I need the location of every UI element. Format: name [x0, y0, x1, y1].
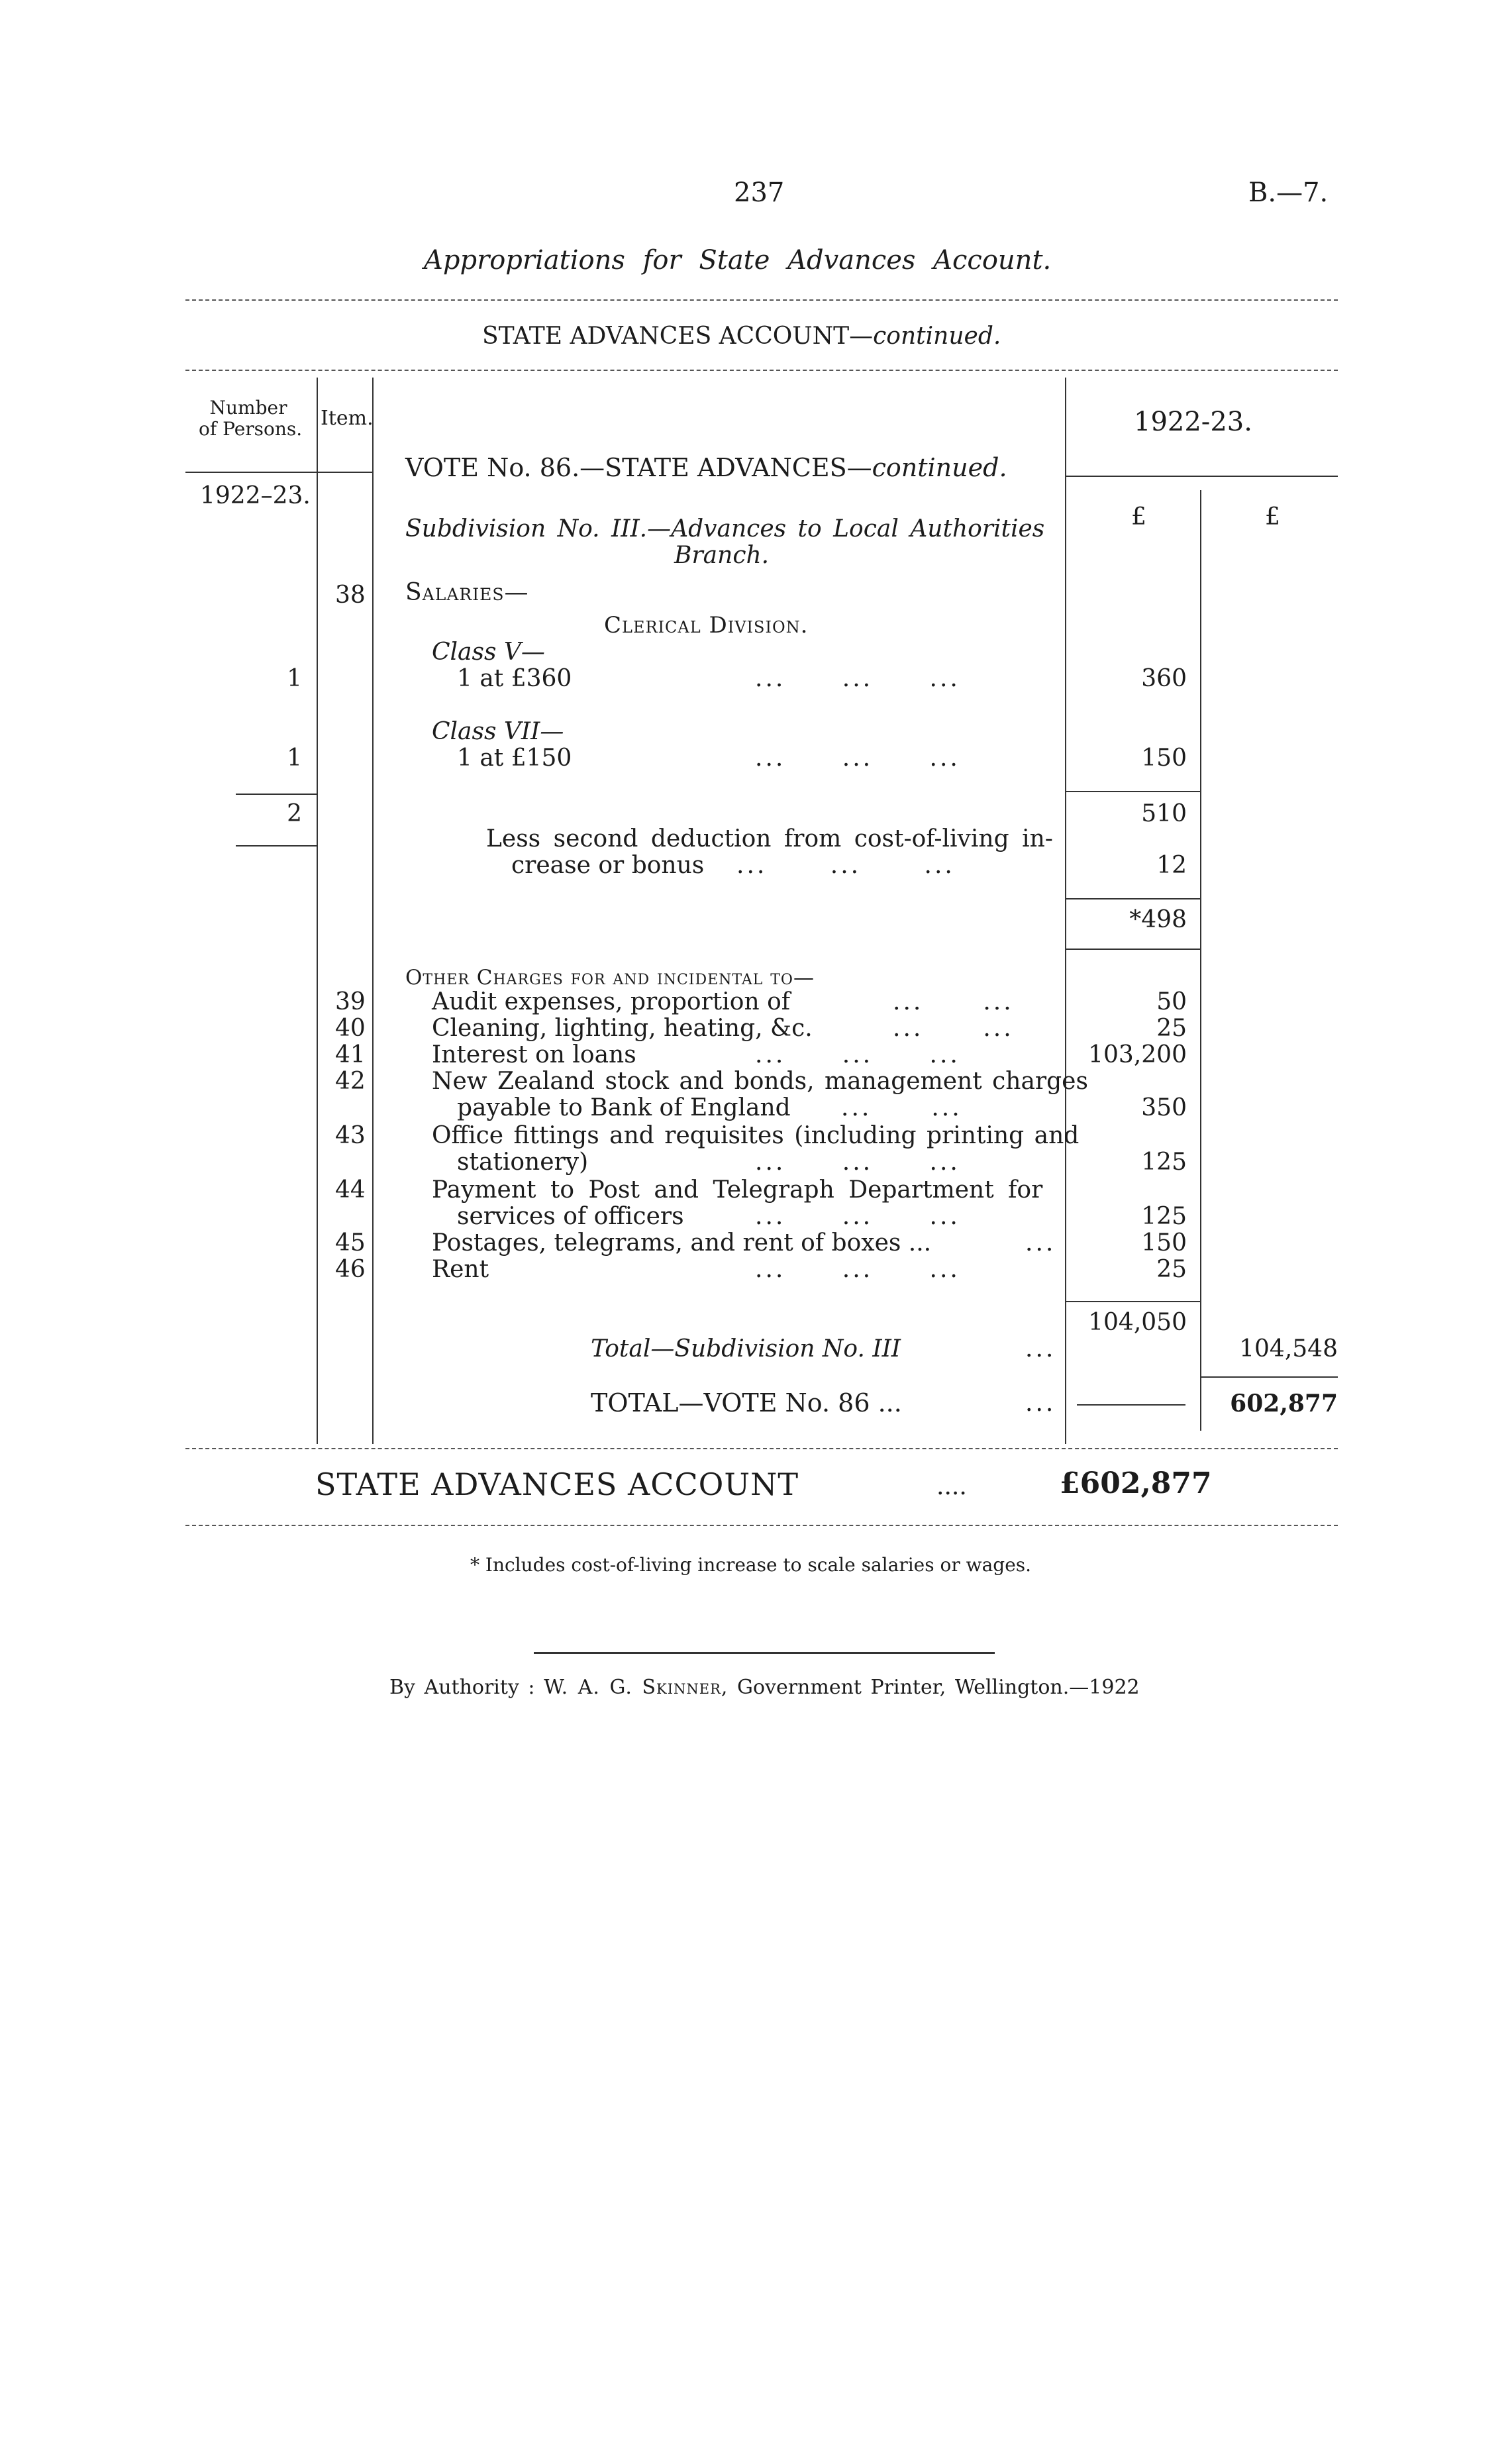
amount-column-mid-rule [1200, 490, 1201, 1431]
salaries-sum-rule [1065, 791, 1200, 792]
leader-dots: ... [1025, 1390, 1056, 1417]
class-v-amount: 360 [1141, 665, 1187, 692]
less-deduction-leader-dots: ... ... ... [736, 852, 955, 879]
other-charge-description-cont: payable to Bank of England [457, 1094, 791, 1121]
other-charge-description: Payment to Post and Telegraph Department for [432, 1176, 1043, 1204]
section-title: STATE ADVANCES ACCOUNT—continued. [482, 323, 1001, 350]
other-charge-item-number: 42 [335, 1068, 366, 1095]
other-charge-description-cont: stationery) [457, 1149, 589, 1176]
persons-column-header: Number of Persons. [199, 397, 303, 440]
other-charge-amount: 125 [1141, 1203, 1187, 1230]
header-underline-left [185, 472, 372, 473]
class-vii-persons: 1 [287, 744, 302, 772]
clerical-division-heading: Clerical Division. [604, 612, 809, 639]
imprint-rule [534, 1652, 995, 1654]
net-salaries-amount: *498 [1129, 906, 1187, 933]
persons-sum-rule [236, 794, 317, 795]
other-charges-sum-rule [1065, 1301, 1200, 1302]
subdivision-total-label: Total—Subdivision No. III [591, 1335, 901, 1362]
subdivision-total-rule [1200, 1376, 1338, 1378]
item-column-header: Item. [321, 407, 374, 430]
amount-column-left-rule [1065, 378, 1066, 1444]
leader-dots: ... ... ... [755, 1256, 960, 1283]
other-charge-description-cont: services of officers [457, 1203, 684, 1230]
other-charge-amount: 125 [1141, 1149, 1187, 1176]
other-charge-description: New Zealand stock and bonds, management charges [432, 1068, 1088, 1095]
header-rule [185, 299, 1338, 301]
table-bottom-rule [185, 1448, 1338, 1449]
leader-dots: ... ... [893, 988, 1014, 1015]
salaries-total-persons: 2 [287, 800, 302, 827]
other-charges-subtotal: 104,050 [1088, 1309, 1187, 1336]
other-charge-amount: 25 [1156, 1015, 1187, 1042]
other-charge-item-number: 46 [335, 1256, 366, 1283]
other-charge-item-number: 39 [335, 988, 366, 1015]
class-v-label: Class V— [432, 639, 545, 666]
persons-lower-rule [236, 845, 317, 847]
vote-total-amount: 602,877 [1230, 1390, 1338, 1417]
vote-total-label: TOTAL—VOTE No. 86 ... [591, 1388, 902, 1417]
header-underline-right [1065, 476, 1338, 477]
pound-sign-col2: £ [1265, 503, 1280, 531]
other-charge-amount: 103,200 [1088, 1041, 1187, 1068]
vote-heading: VOTE No. 86.—STATE ADVANCES—continued. [405, 453, 1007, 482]
persons-year-label: 1922–23. [200, 482, 311, 509]
other-charge-description: Postages, telegrams, and rent of boxes ... [432, 1229, 932, 1257]
other-charge-item-number: 43 [335, 1122, 366, 1149]
item-column-left-rule [317, 378, 318, 1444]
subdivision-total-amount: 104,548 [1239, 1335, 1338, 1362]
document-reference: B.—7. [1248, 178, 1329, 208]
leader-dots: ... [1025, 1229, 1056, 1257]
class-vii-amount: 150 [1141, 744, 1187, 772]
year-column-header: 1922-23. [1134, 407, 1252, 437]
other-charge-description: Cleaning, lighting, heating, &c. [432, 1015, 813, 1042]
salaries-item-number: 38 [335, 582, 366, 609]
less-deduction-amount: 12 [1156, 852, 1187, 879]
leader-dots: ... [1025, 1335, 1056, 1362]
leader-dots: ... ... ... [755, 1041, 960, 1068]
imprint: By Authority : W. A. G. Skinner, Government Printer, Wellington.—1922 [389, 1676, 1140, 1699]
other-charge-item-number: 41 [335, 1041, 366, 1068]
other-charge-amount: 50 [1156, 988, 1187, 1015]
pound-sign-col1: £ [1131, 503, 1146, 531]
leader-dots: ... ... [893, 1015, 1014, 1042]
other-charges-heading: Other Charges for and incidental to— [405, 966, 815, 990]
subdivision-heading-line1: Subdivision No. III.—Advances to Local Authorities [405, 515, 1045, 542]
class-v-line: 1 at £360 [457, 665, 572, 692]
other-charge-description: Office fittings and requisites (including printing and [432, 1122, 1080, 1149]
other-charge-amount: 350 [1141, 1094, 1187, 1121]
other-charge-item-number: 45 [335, 1229, 366, 1257]
other-charge-amount: 150 [1141, 1229, 1187, 1257]
less-deduction-line2: crease or bonus [511, 852, 705, 879]
other-charge-item-number: 40 [335, 1015, 366, 1042]
table-top-rule [185, 370, 1338, 371]
vote-total-dash-col1 [1077, 1404, 1185, 1406]
footnote: * Includes cost-of-living increase to scale salaries or wages. [470, 1554, 1032, 1576]
page-number: 237 [734, 178, 785, 208]
other-charge-item-number: 44 [335, 1176, 366, 1204]
summary-label: STATE ADVANCES ACCOUNT [315, 1466, 799, 1502]
summary-bottom-rule [185, 1525, 1338, 1526]
class-v-leader-dots: ... ... ... [755, 665, 960, 692]
other-charge-description: Interest on loans [432, 1041, 636, 1068]
salaries-heading: Salaries— [405, 579, 529, 606]
salaries-subtotal: 510 [1141, 800, 1187, 827]
summary-amount: £602,877 [1060, 1466, 1212, 1500]
leader-dots: ... ... ... [755, 1149, 960, 1176]
leader-dots: ... ... [841, 1094, 962, 1121]
item-column-right-rule [372, 378, 374, 1444]
page-title: Appropriations for State Advances Account. [424, 245, 1052, 276]
less-deduction-line1: Less second deduction from cost-of-living in- [486, 825, 1053, 852]
other-charge-amount: 25 [1156, 1256, 1187, 1283]
leader-dots: ... ... ... [755, 1203, 960, 1230]
class-vii-line: 1 at £150 [457, 744, 572, 772]
other-charge-description: Rent [432, 1256, 489, 1283]
other-charge-description: Audit expenses, proportion of [432, 988, 791, 1015]
subdivision-heading-line2: Branch. [674, 542, 770, 569]
summary-leader-dots: .... [936, 1473, 967, 1500]
class-v-persons: 1 [287, 665, 302, 692]
net-salaries-rule [1065, 898, 1200, 899]
class-vii-label: Class VII— [432, 718, 564, 745]
net-salaries-under-rule [1065, 949, 1200, 950]
class-vii-leader-dots: ... ... ... [755, 744, 960, 772]
